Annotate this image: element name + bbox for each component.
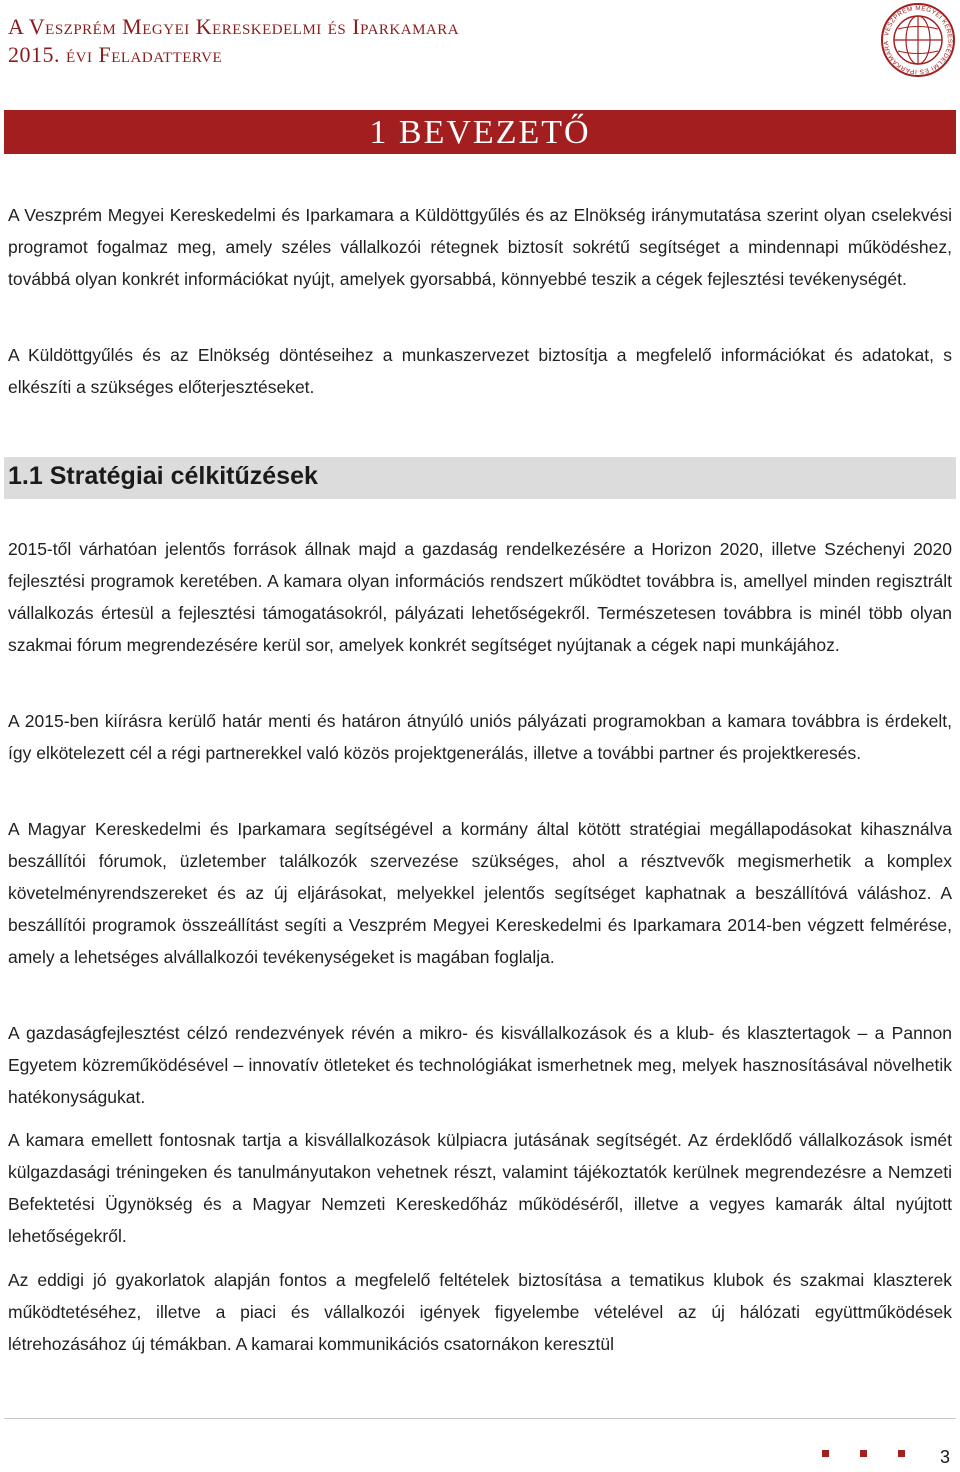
- chapter-title: 1 BEVEZETŐ: [369, 114, 591, 151]
- footer-square-icon: [860, 1450, 867, 1457]
- section-paragraph: A kamara emellett fontosnak tartja a kisvállalkozások külpiacra jutásának segítségét. Az érdeklődő vállalkozások ismét külgazdasági tréningeken és tanulmányutakon vehetnek részt, valamint tájékoztatók kerülnek megrendezésre a Nemzeti Befektetési Ügynökség és a Magyar Nemzeti Kereskedőház működéséről, illetve a vegyes kamarák által nyújtott lehetőségekről.: [8, 1130, 952, 1246]
- section-paragraph: A Magyar Kereskedelmi és Iparkamara segítségével a kormány által kötött stratégiai megállapodásokat kihasználva beszállítói fórumok, üzletember találkozók szervezése szükséges, ahol a résztvevők megismerhetik a komplex követelményrendszereket és az új eljárásokat, melyekkel jelentős segítséget kaphatnak a beszállítóvá váláshoz. A beszállítói programok összeállítást segíti a Veszprém Megyei Kereskedelmi és Iparkamara 2014-ben végzett felmérése, amely a lehetséges alvállalkozói tevékenységeket is magában foglalja.: [8, 819, 952, 967]
- section-title: 1.1 Stratégiai célkitűzések: [8, 462, 318, 490]
- chamber-logo: [880, 2, 956, 78]
- page-number: 3: [940, 1447, 951, 1467]
- footer-divider: [4, 1418, 956, 1419]
- section-heading-bar: [4, 457, 956, 499]
- intro-paragraph-2: A Küldöttgyűlés és az Elnökség döntéseihez a munkaszervezet biztosítja a megfelelő információkat és adatokat, s elkészíti a szükséges előterjesztéseket.: [8, 345, 952, 397]
- header-document-title: 2015. évi Feladatterve: [8, 42, 223, 67]
- footer-square-icon: [822, 1450, 829, 1457]
- footer-square-icon: [898, 1450, 905, 1457]
- section-paragraph: 2015-től várhatóan jelentős források állnak majd a gazdaság rendelkezésére a Horizon 2020, illetve Széchenyi 2020 fejlesztési programok keretében. A kamara olyan információs rendszert működtet továbbra is, amellyel minden regisztrált vállalkozás értesül a fejlesztési támogatásokról, pályázati lehetőségekről. Természetesen továbbra is minél több olyan szakmai fórum megrendezésére kerül sor, amelyek konkrét segítséget nyújtanak a cégek napi munkájához.: [8, 539, 952, 655]
- section-paragraph: A gazdaságfejlesztést célzó rendezvények révén a mikro- és kisvállalkozások és a klub- és klasztertagok – a Pannon Egyetem közreműködésével – innovatív ötleteket és technológiákat ismerhetnek meg, melyek hasznosításával növelhetik hatékonyságukat.: [8, 1023, 952, 1107]
- footer-decoration: [822, 1450, 912, 1460]
- section-paragraph: A 2015-ben kiírásra kerülő határ menti és határon átnyúló uniós pályázati programokban a kamara továbbra is érdekelt, így elkötelezett cél a régi partnerekkel való közös projektgenerálás, illetve a további partner és projektkeresés.: [8, 711, 952, 763]
- intro-paragraph-1: A Veszprém Megyei Kereskedelmi és Iparkamara a Küldöttgyűlés és az Elnökség iránymutatása szerint olyan cselekvési programot fogalmaz meg, amely széles vállalkozói rétegnek biztosít sokrétű segítséget a mindennapi működéshez, továbbá olyan konkrét információkat nyújt, amelyek gyorsabbá, könnyebbé teszik a cégek fejlesztési tevékenységét.: [8, 205, 952, 289]
- section-paragraph: Az eddigi jó gyakorlatok alapján fontos a megfelelő feltételek biztosítása a tematikus klubok és szakmai klaszterek működtetéséhez, illetve a piaci és vállalkozói igények figyelembe vételével az új hálózati együttműködések létrehozásához új témákban. A kamarai kommunikációs csatornákon keresztül: [8, 1270, 952, 1354]
- header-organization-name: A Veszprém Megyei Kereskedelmi és Iparkamara: [8, 14, 460, 39]
- globe-seal-icon: [880, 2, 956, 78]
- page-header: [0, 0, 960, 86]
- chapter-banner: [4, 110, 956, 154]
- svg-text:VESZPRÉM MEGYEI KERESKEDELMI É: VESZPRÉM MEGYEI KERESKEDELMI ÉS IPARKAMARA: [882, 4, 954, 76]
